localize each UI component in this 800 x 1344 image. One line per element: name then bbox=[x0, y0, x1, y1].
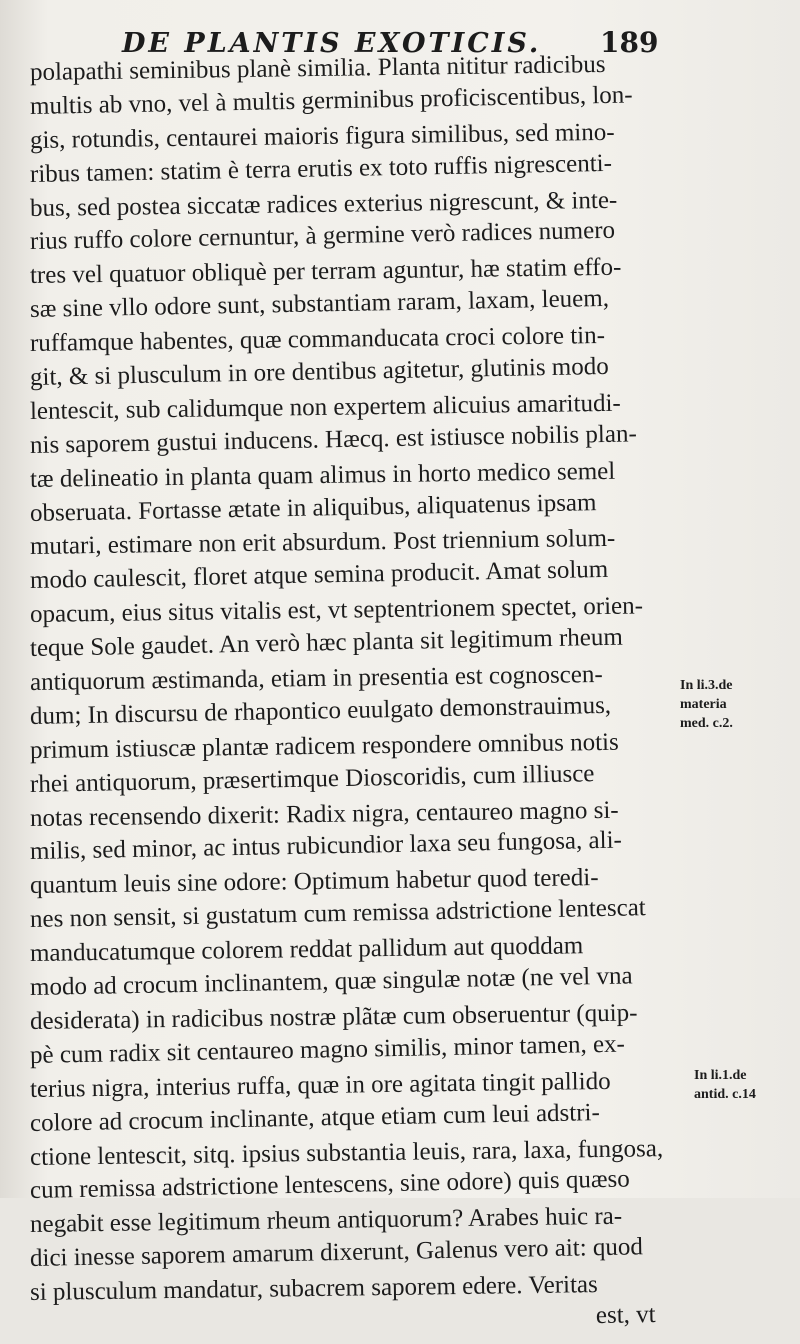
text-line: tæ delineatio in planta quam alimus in horto medico semel bbox=[29, 457, 616, 493]
text-line: rius ruffo colore cernuntur, à germine verò radices numero bbox=[29, 217, 616, 256]
text-line: quantum leuis sine odore: Optimum habetur quod teredi- bbox=[29, 864, 599, 900]
text-line: nes non sensit, si gustatum cum remissa adstrictione lentescat bbox=[29, 894, 646, 934]
text-line: lentescit, sub calidumque non expertem alicuius amaritudi- bbox=[29, 389, 621, 425]
text-line: milis, sed minor, ac intus rubicundior laxa seu fungosa, ali- bbox=[29, 827, 623, 866]
text-line: dum; In discursu de rhapontico euulgato demonstrauimus, bbox=[29, 691, 612, 730]
marginal-note-line: materia bbox=[680, 697, 727, 712]
text-line: obseruata. Fortasse ætate in aliquibus, aliquatenus ipsam bbox=[29, 488, 597, 527]
marginal-note bbox=[680, 676, 790, 733]
text-line: nis saporem gustui inducens. Hæcq. est istiusce nobilis plan- bbox=[29, 420, 638, 459]
text-line: ctione lentescit, sitq. ipsius substantia leuis, rara, laxa, fungosa, bbox=[29, 1134, 664, 1171]
marginal-note-line: In li.3.de bbox=[680, 678, 733, 693]
text-line: tres vel quatuor obliquè per terram aguntur, hæ statim effo- bbox=[29, 254, 622, 290]
text-line: mutari, estimare non erit absurdum. Post triennium solum- bbox=[29, 525, 616, 561]
marginal-note-line: antid. c.14 bbox=[694, 1087, 756, 1102]
text-line: rhei antiquorum, præsertimque Dioscoridis, cum illiusce bbox=[29, 759, 595, 798]
text-line: si plusculum mandatur, subacrem saporem edere. Veritas bbox=[29, 1271, 598, 1307]
marginal-note-line: med. c.2. bbox=[680, 716, 733, 731]
text-line: teque Sole gaudet. An verò hæc planta sit legitimum rheum bbox=[29, 623, 624, 663]
text-line: bus, sed postea siccatæ radices exterius nigrescunt, & inte- bbox=[29, 186, 618, 222]
text-line: ruffamque habentes, quæ commanducata croci colore tin- bbox=[29, 322, 606, 358]
text-line: desiderata) in radicibus nostræ plãtæ cum obseruentur (quip- bbox=[29, 999, 638, 1035]
text-line: sæ sine vllo odore sunt, substantiam raram, laxam, leuem, bbox=[29, 285, 610, 324]
text-line: modo ad crocum inclinantem, quæ singulæ notæ (ne vel vna bbox=[29, 962, 633, 1002]
text-line: colore ad crocum inclinante, atque etiam cum leui adstri- bbox=[29, 1098, 601, 1137]
text-line: modo caulescit, floret atque semina producit. Amat solum bbox=[29, 556, 609, 595]
text-line: primum istiuscæ plantæ radicem respondere omnibus notis bbox=[29, 728, 619, 764]
marginal-note-line: In li.1.de bbox=[694, 1068, 747, 1083]
text-line: negabit esse legitimum rheum antiquorum? Arabes huic ra- bbox=[29, 1203, 623, 1239]
text-line: cum remissa adstrictione lentescens, sine odore) quis quæso bbox=[29, 1165, 631, 1205]
text-line: pè cum radix sit centaureo magno similis, minor tamen, ex- bbox=[29, 1030, 626, 1069]
page-number: 189 bbox=[600, 26, 659, 59]
text-line: antiquorum æstimanda, etiam in presentia est cognoscen- bbox=[29, 661, 603, 697]
body-text bbox=[29, 50, 675, 1344]
running-head: DE PLANTIS EXOTICIS. bbox=[122, 28, 542, 59]
text-line: opacum, eius situs vitalis est, vt septentrionem spectet, orien- bbox=[29, 592, 644, 629]
text-line: est, vt bbox=[595, 1300, 656, 1330]
text-line: ribus tamen: statim è terra erutis ex toto ruffis nigrescenti- bbox=[29, 149, 613, 188]
text-line: gis, rotundis, centaurei maioris figura similibus, sed mino- bbox=[29, 118, 615, 154]
text-line: notas recensendo dixerit: Radix nigra, centaureo magno si- bbox=[29, 796, 619, 832]
text-line: polapathi seminibus planè similia. Planta nititur radicibus bbox=[29, 50, 606, 86]
text-line: multis ab vno, vel à multis germinibus proficiscentibus, lon- bbox=[29, 81, 633, 120]
marginal-note bbox=[694, 1066, 794, 1104]
text-line: git, & si plusculum in ore dentibus agitetur, glutinis modo bbox=[29, 352, 609, 392]
text-line: terius nigra, interius ruffa, quæ in ore agitata tingit pallido bbox=[29, 1067, 611, 1103]
text-line: manducatumque colorem reddat pallidum aut quoddam bbox=[29, 932, 584, 968]
text-line: dici inesse saporem amarum dixerunt, Galenus vero ait: quod bbox=[29, 1233, 644, 1273]
